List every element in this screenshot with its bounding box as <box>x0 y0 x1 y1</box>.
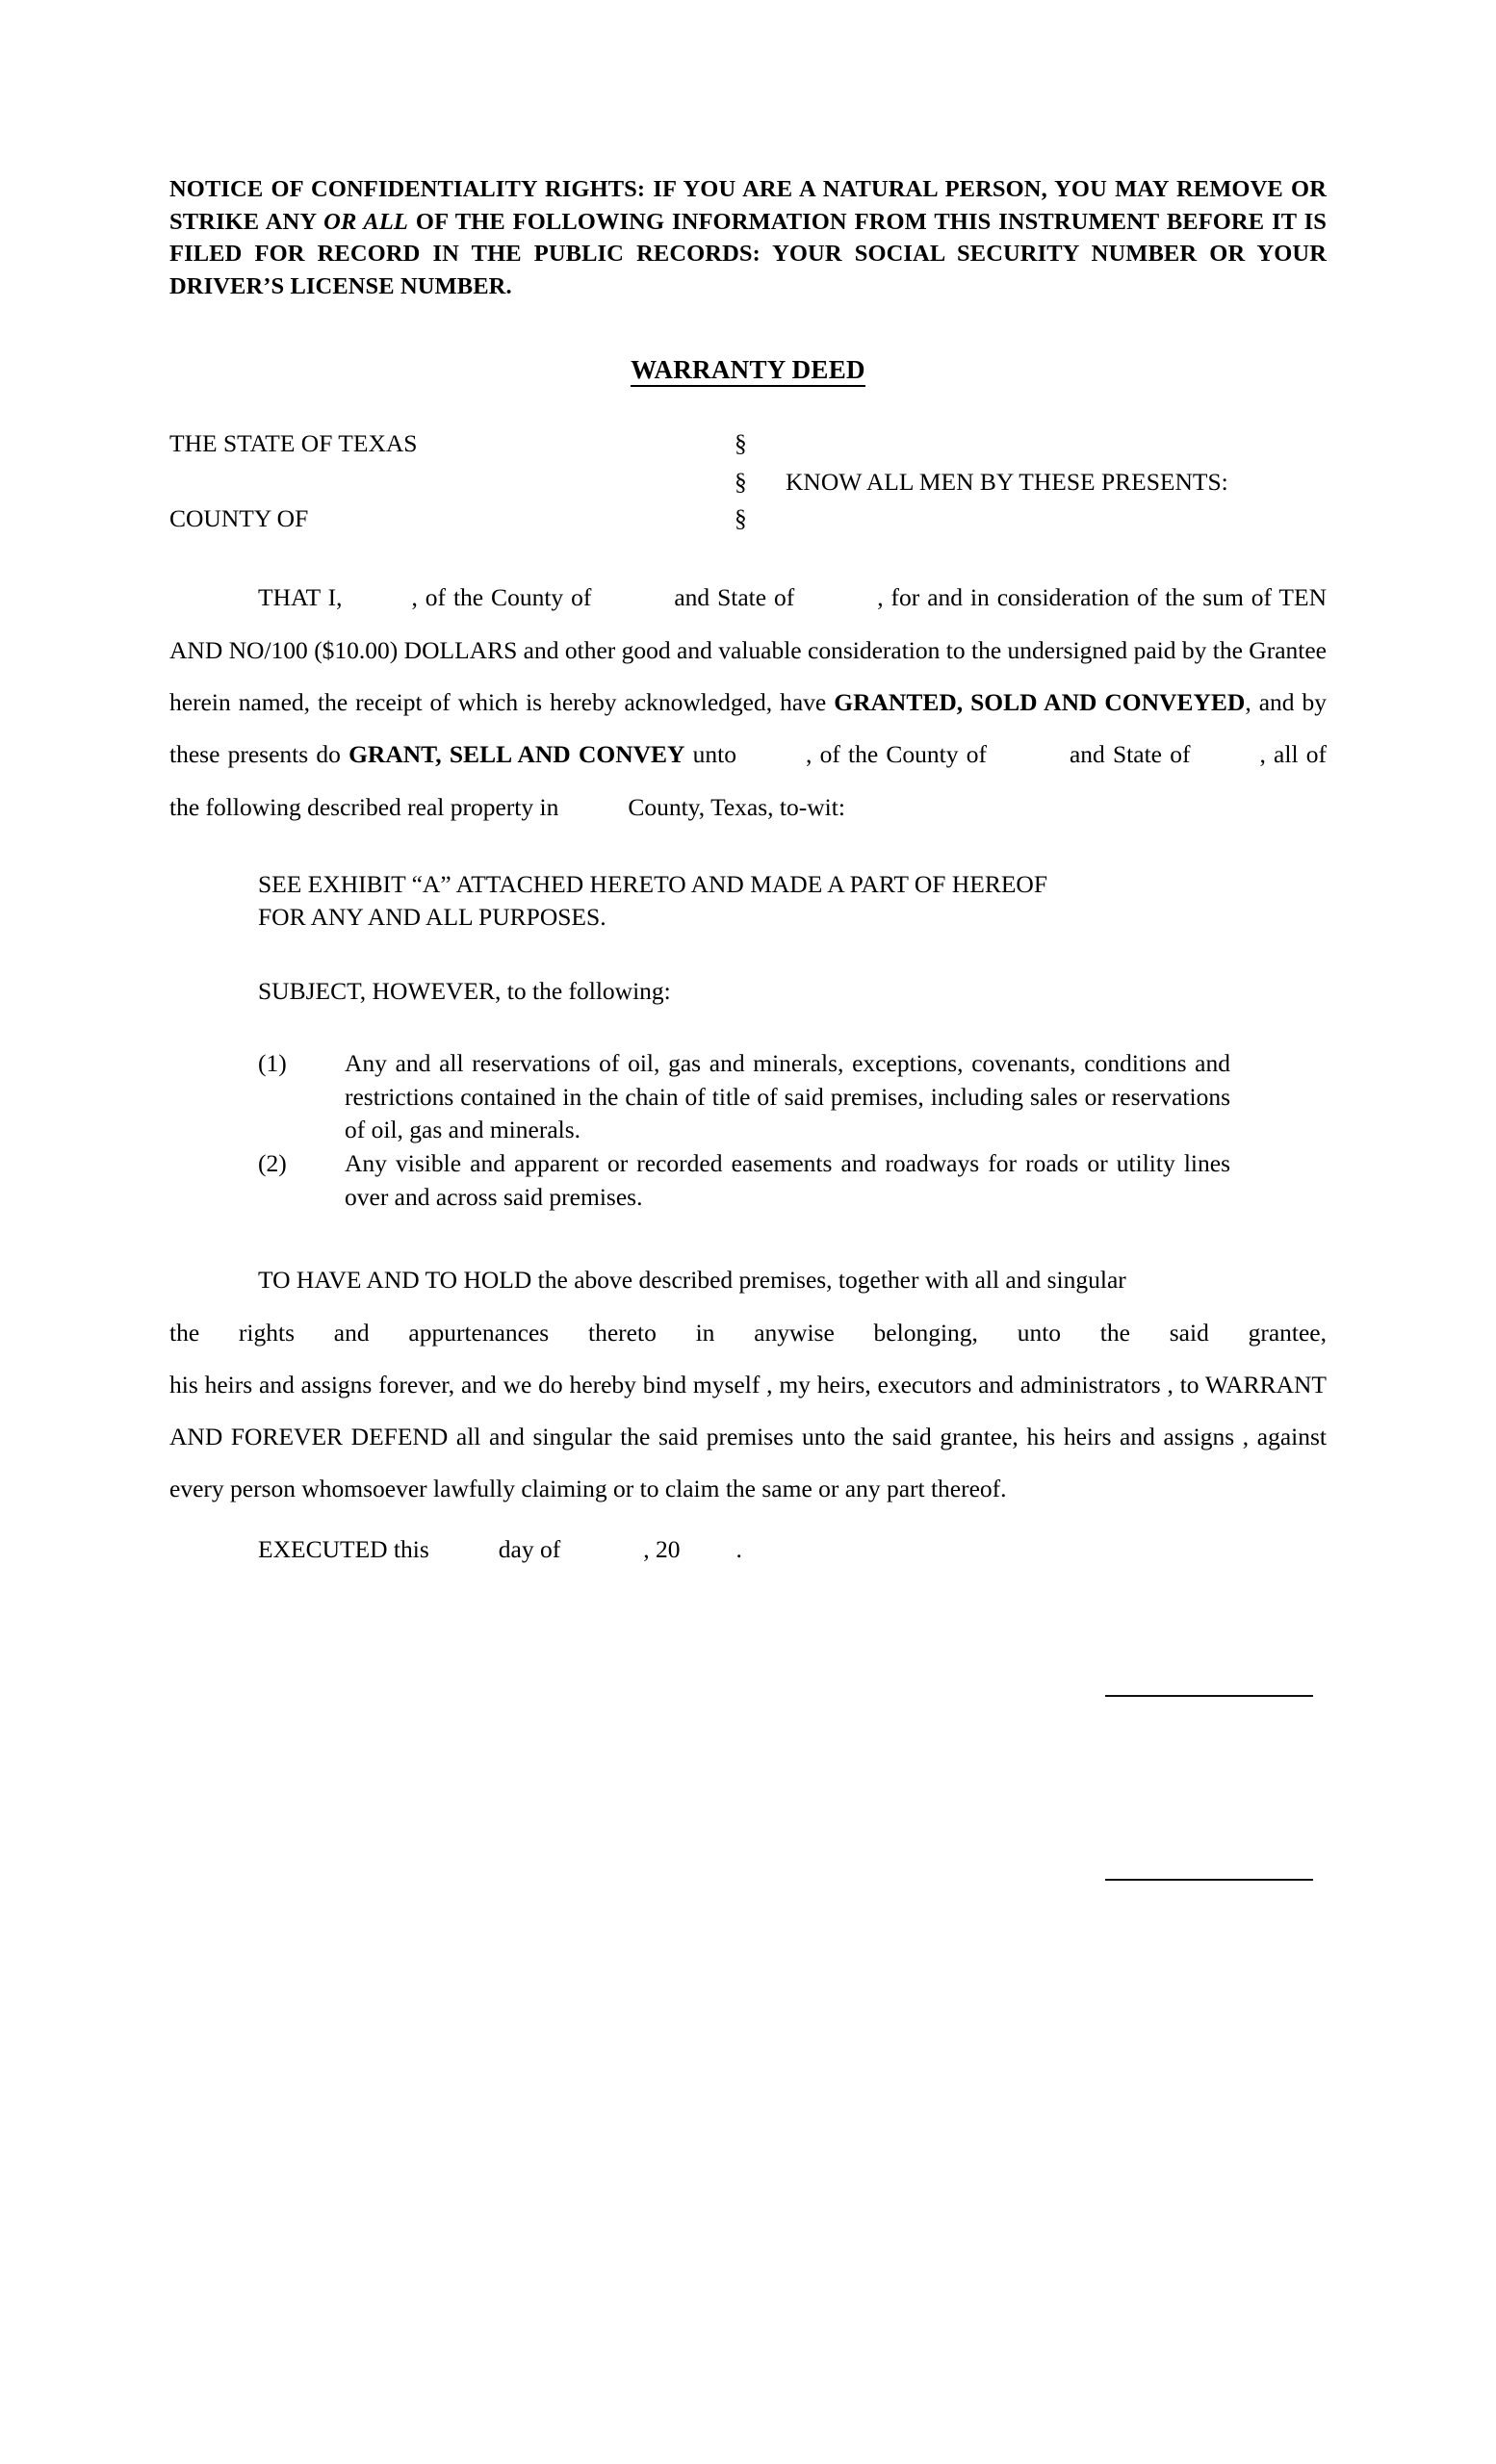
executed-lead: EXECUTED this <box>258 1534 429 1563</box>
exception-marker-2: (2) <box>258 1148 287 1177</box>
exhibit-line-1: SEE EXHIBIT “A” ATTACHED HERETO AND MADE A PART OF HEREOF <box>258 869 1048 898</box>
section-symbol-3: § <box>735 504 747 533</box>
grantee-state-label: and State of <box>1069 740 1191 769</box>
granted-sold-conveyed: GRANTED, SOLD AND CONVEYED <box>834 687 1246 716</box>
state-county-block <box>169 431 1327 547</box>
habendum-clause <box>169 1254 1327 1516</box>
confidentiality-notice <box>169 173 1327 302</box>
exceptions-list <box>258 1047 1327 1214</box>
list-item <box>258 1147 1327 1214</box>
habendum-line-1: TO HAVE AND TO HOLD the above described premises, together with all and singular <box>258 1266 1126 1295</box>
state-row <box>169 431 1327 456</box>
conveyance-line-mid: , and by these presents do <box>169 687 1328 769</box>
county-label: COUNTY OF <box>169 504 309 533</box>
exception-marker-1: (1) <box>258 1048 287 1077</box>
real-property-post: County, Texas, to-wit: <box>628 792 845 821</box>
convey-unto: unto <box>684 740 737 769</box>
subject-heading: SUBJECT, HOWEVER, to the following: <box>258 977 671 1006</box>
conveyance-line-pre: have <box>780 687 835 716</box>
executed-year-prefix: , 20 <box>643 1534 681 1563</box>
section-symbol-1: § <box>735 429 747 458</box>
habendum-line-3: his heirs and assigns forever, and we do hereby bind myself , my heirs, executors and administrators , <box>169 1370 1174 1399</box>
grantor-state-label: and State of <box>674 583 795 612</box>
know-all-men-text: KNOW ALL MEN BY THESE PRESENTS: <box>786 468 1228 497</box>
convey-bold: CONVEY <box>578 740 685 769</box>
notice-text-part2: OF THE FOLLOWING INFORMATION FROM THIS INSTRUMENT BEFORE IT IS FILED FOR RECORD IN THE PUBLIC RECORDS: YOUR SOCIAL SECURITY NUMBER OR YOUR DRIVER’S LICENSE NUMBER. <box>169 208 1327 299</box>
grantor-lead-in: THAT I, <box>258 583 343 612</box>
county-row <box>169 506 1327 531</box>
granting-clause <box>169 572 1327 834</box>
execution-line <box>169 1531 1327 1568</box>
exhibit-reference <box>258 868 1327 935</box>
grantor-signature-line-2[interactable] <box>1105 1879 1313 1881</box>
habendum-line-2: the rights and appurtenances thereto in anywise belonging, unto the said grantee, <box>169 1318 1327 1347</box>
consideration-lead: , for and in consideration of the <box>877 583 1196 612</box>
grantee-county-label: , of the County of <box>806 740 987 769</box>
exception-text-1: Any and all reservations of oil, gas and minerals, exceptions, covenants, conditions and restrictions contained in the chain of title of said premises, including sales or reservations of oil, gas and minerals. <box>345 1048 1230 1144</box>
real-property-pre: real property in <box>407 792 559 821</box>
document-content <box>169 0 1327 1568</box>
notice-emphasis: OR ALL <box>323 208 408 235</box>
habendum-line-6: any part thereof. <box>844 1475 1007 1503</box>
state-label: THE STATE OF TEXAS <box>169 429 418 458</box>
section-symbol-2: § <box>735 468 747 497</box>
exhibit-line-2: FOR ANY AND ALL PURPOSES. <box>258 903 606 932</box>
notice-text-part1: NOTICE OF CONFIDENTIALITY RIGHTS: IF YOU ARE A NATURAL PERSON, YOU MAY REMOVE OR STRIKE ANY <box>169 176 1327 235</box>
page-title <box>169 355 1327 385</box>
grantor-signature-line-1[interactable] <box>1105 1695 1313 1697</box>
grantor-county-label: , of the County of <box>411 583 592 612</box>
exception-text-2: Any visible and apparent or recorded easements and roadways for roads or utility lines over and across said premises. <box>345 1148 1230 1211</box>
page-title-text: WARRANTY DEED <box>631 355 865 387</box>
list-item <box>258 1047 1327 1147</box>
executed-day-of: day of <box>498 1534 561 1563</box>
signature-block-1 <box>1105 1695 1313 1697</box>
consideration-line2: sum of TEN AND NO/100 ($10.00) DOLLARS and other good and valuable consideration to <box>169 583 1327 664</box>
habendum-line-4: to WARRANT AND FOREVER DEFEND all and singular the said premises unto the said grantee, <box>169 1370 1327 1451</box>
grant-sell-and: GRANT, SELL AND <box>348 740 571 769</box>
following-described: , all of the following described <box>169 740 1327 821</box>
habendum-line-5: his heirs and assigns , against every person whomsoever lawfully claiming or to claim the same or <box>169 1423 1327 1503</box>
presents-row <box>169 470 1327 495</box>
executed-period: . <box>735 1534 742 1563</box>
consideration-line3: the undersigned paid by the Grantee herein named, the receipt of which is hereby acknowledged, <box>169 635 1327 716</box>
signature-block-2 <box>1105 1879 1313 1881</box>
